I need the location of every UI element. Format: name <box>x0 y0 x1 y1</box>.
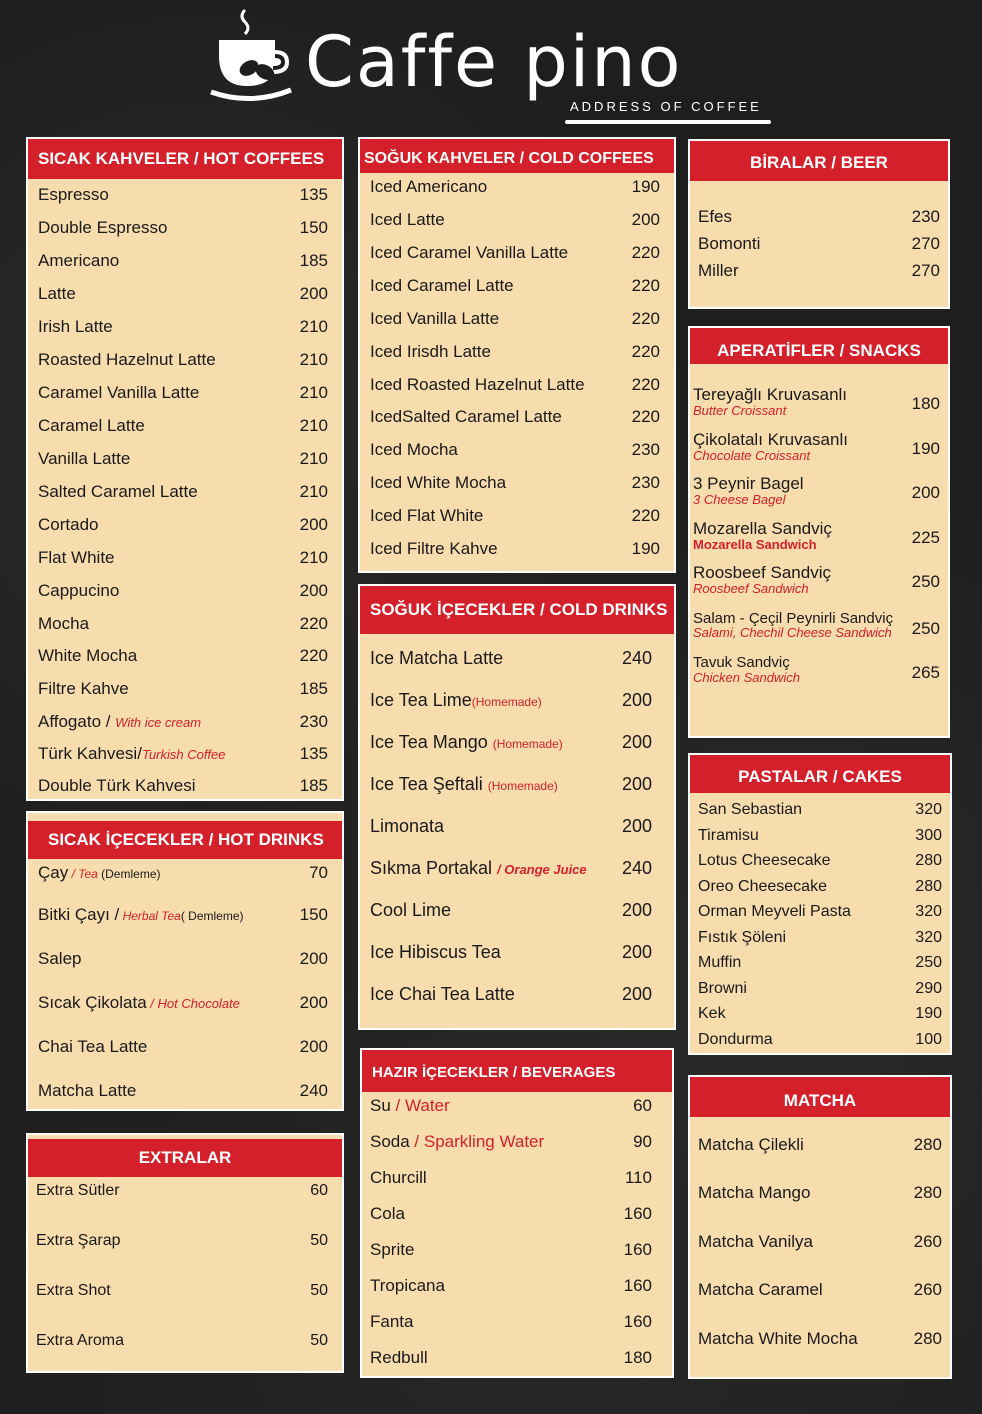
item-price: 135 <box>299 744 328 763</box>
item-price: 200 <box>299 1037 328 1056</box>
item-price: 180 <box>623 1348 652 1367</box>
item-name: Extra Şarap <box>36 1232 121 1249</box>
item-name: San Sebastian <box>698 801 803 818</box>
item-name: Ice Tea Mango (Homemade) <box>370 732 563 752</box>
item-name: Double Espresso <box>38 218 168 237</box>
item-name: Iced Roasted Hazelnut Latte <box>370 375 585 394</box>
brand-title: Caffe pino <box>305 21 683 103</box>
item-name: Salep <box>38 949 82 968</box>
item-price: 50 <box>310 1332 328 1349</box>
item-name: Kek <box>698 1005 726 1022</box>
item-name: Extra Shot <box>36 1282 111 1299</box>
item-name: Sprite <box>370 1240 415 1259</box>
item-name: Efes <box>698 207 733 226</box>
item-name: Fanta <box>370 1312 414 1331</box>
item-name: Cortado <box>38 515 99 534</box>
item-price: 260 <box>913 1280 942 1299</box>
item-price: 270 <box>911 234 940 253</box>
item-name: Lotus Cheesecake <box>698 852 831 869</box>
item-price: 220 <box>631 375 660 394</box>
item-name: Bomonti <box>698 234 761 253</box>
brand-logo <box>205 6 785 130</box>
item-price: 220 <box>299 646 328 665</box>
item-name: Çikolatalı Kruvasanlı <box>693 430 848 449</box>
item-price: 210 <box>299 317 328 336</box>
item-name: Oreo Cheesecake <box>698 878 827 895</box>
item-name: 3 Peynir Bagel <box>693 474 804 493</box>
item-price: 60 <box>310 1182 328 1199</box>
item-name: Sıcak Çikolata / Hot Chocolate <box>38 993 240 1012</box>
item-price: 220 <box>299 614 328 633</box>
item-price: 210 <box>299 350 328 369</box>
hot-coffees-panel <box>26 137 344 801</box>
item-name: Fıstık Şöleni <box>698 929 787 946</box>
item-price: 190 <box>631 177 660 196</box>
hot-coffees-title: SICAK KAHVELER / HOT COFFEES <box>28 139 342 179</box>
item-name: Affogato / With ice cream <box>38 712 202 731</box>
item-name: Mozarella Sandviç <box>693 519 832 538</box>
item-name: Irish Latte <box>38 317 113 336</box>
item-name: Iced Caramel Latte <box>370 276 514 295</box>
item-price: 190 <box>915 1005 942 1022</box>
item-name: Çay / Tea (Demleme) <box>38 863 161 882</box>
item-price: 200 <box>299 949 328 968</box>
item-name: Chai Tea Latte <box>38 1037 148 1056</box>
item-name: Espresso <box>38 185 109 204</box>
item-name: Iced Mocha <box>370 440 458 459</box>
item-price: 70 <box>309 863 328 882</box>
item-price: 200 <box>621 732 652 752</box>
item-price: 135 <box>299 185 328 204</box>
item-price: 200 <box>631 210 660 229</box>
item-price: 290 <box>915 980 942 997</box>
brand-subtitle: ADDRESS OF COFFEE <box>570 99 762 114</box>
item-name: Muffin <box>698 954 742 971</box>
item-price: 280 <box>915 878 942 895</box>
item-price: 160 <box>623 1240 652 1259</box>
item-price: 230 <box>911 207 940 226</box>
item-name: Matcha Çilekli <box>698 1135 804 1154</box>
item-price: 220 <box>631 309 660 328</box>
item-price: 210 <box>299 548 328 567</box>
item-name: Su / Water <box>370 1096 450 1115</box>
item-name: Extra Aroma <box>36 1332 125 1349</box>
item-name: Bitki Çayı / Herbal Tea( Demleme) <box>38 905 244 924</box>
item-price: 90 <box>633 1132 652 1151</box>
item-price: 200 <box>299 993 328 1012</box>
item-price: 110 <box>624 1168 652 1187</box>
item-name: Iced Flat White <box>370 506 484 525</box>
item-name: Miller <box>698 261 739 280</box>
item-name: Double Türk Kahvesi <box>38 776 196 795</box>
item-price: 320 <box>915 801 942 818</box>
item-name: Salam - Çeçil Peynirli Sandviç <box>693 610 894 627</box>
item-name: Matcha White Mocha <box>698 1329 858 1348</box>
item-price: 300 <box>915 827 942 844</box>
beverages-panel <box>360 1048 674 1378</box>
item-price: 185 <box>299 679 328 698</box>
item-price: 250 <box>911 619 940 638</box>
item-price: 150 <box>299 905 328 924</box>
item-price: 200 <box>621 900 652 920</box>
item-price: 200 <box>299 515 328 534</box>
extras-title: EXTRALAR <box>28 1139 342 1177</box>
item-price: 210 <box>299 449 328 468</box>
item-price: 190 <box>911 439 940 458</box>
item-price: 160 <box>623 1204 652 1223</box>
item-name: Ice Hibiscus Tea <box>370 942 501 962</box>
item-name: Extra Sütler <box>36 1182 120 1199</box>
item-name: Ice Chai Tea Latte <box>370 984 515 1004</box>
item-name: Cola <box>370 1204 405 1223</box>
item-price: 200 <box>621 942 652 962</box>
item-price: 100 <box>915 1031 942 1048</box>
item-price: 225 <box>911 528 940 547</box>
item-name-en: Butter Croissant <box>693 403 787 418</box>
item-price: 200 <box>299 284 328 303</box>
item-name: Iced Vanilla Latte <box>370 309 500 328</box>
item-price: 50 <box>310 1282 328 1299</box>
menu-item <box>693 386 940 418</box>
item-price: 200 <box>299 581 328 600</box>
matcha-panel <box>688 1075 952 1379</box>
cold-drinks-title: SOĞUK İÇECEKLER / COLD DRINKS <box>360 586 674 634</box>
item-name: Tereyağlı Kruvasanlı <box>693 385 848 404</box>
item-price: 210 <box>299 383 328 402</box>
item-name-en: Roosbeef Sandwich <box>693 581 809 596</box>
item-price: 220 <box>631 243 660 262</box>
cakes-panel <box>688 753 952 1055</box>
item-price: 265 <box>911 663 940 682</box>
item-name: Iced Irisdh Latte <box>370 342 491 361</box>
item-name: Soda / Sparkling Water <box>370 1132 545 1151</box>
item-price: 280 <box>913 1183 942 1202</box>
item-name: Mocha <box>38 614 90 633</box>
item-name: Vanilla Latte <box>38 449 131 468</box>
item-name: Caramel Vanilla Latte <box>38 383 200 402</box>
item-price: 50 <box>310 1232 328 1249</box>
item-price: 200 <box>621 984 652 1004</box>
cold-coffees-title: SOĞUK KAHVELER / COLD COFFEES <box>360 139 674 173</box>
item-name: Iced Caramel Vanilla Latte <box>370 243 569 262</box>
item-name-en: Mozarella Sandwich <box>693 537 817 552</box>
item-price: 185 <box>299 776 328 795</box>
item-name: Iced White Mocha <box>370 473 507 492</box>
item-name: Tavuk Sandviç <box>693 654 790 671</box>
item-price: 240 <box>621 648 652 668</box>
snacks-panel <box>688 326 950 738</box>
item-name: Filtre Kahve <box>38 679 129 698</box>
item-price: 150 <box>299 218 328 237</box>
item-price: 320 <box>915 903 942 920</box>
item-name: Ice Tea Lime(Homemade) <box>370 690 542 710</box>
item-price: 190 <box>631 539 660 558</box>
menu-item <box>693 475 940 507</box>
item-price: 220 <box>631 342 660 361</box>
item-price: 220 <box>631 506 660 525</box>
coffee-cup-icon <box>205 6 297 102</box>
snacks-title: APERATİFLER / SNACKS <box>690 328 948 364</box>
item-name: Orman Meyveli Pasta <box>698 903 851 920</box>
item-price: 230 <box>299 712 328 731</box>
item-price: 220 <box>631 276 660 295</box>
brand-underline <box>565 120 771 124</box>
item-name: Redbull <box>370 1348 428 1367</box>
hot-drinks-panel <box>26 811 344 1111</box>
item-price: 210 <box>299 482 328 501</box>
item-name: Cappucino <box>38 581 120 600</box>
item-name: Flat White <box>38 548 115 567</box>
item-name: Roasted Hazelnut Latte <box>38 350 216 369</box>
menu-item <box>693 655 940 685</box>
item-price: 280 <box>915 852 942 869</box>
menu-item <box>693 431 940 463</box>
item-price: 220 <box>631 407 660 426</box>
item-name: Latte <box>38 284 76 303</box>
item-name: Dondurma <box>698 1031 773 1048</box>
item-price: 200 <box>621 774 652 794</box>
item-price: 200 <box>911 483 940 502</box>
item-name: Churcill <box>370 1168 427 1187</box>
cakes-title: PASTALAR / CAKES <box>690 755 950 793</box>
cold-drinks-panel <box>358 584 676 1030</box>
item-name: Matcha Caramel <box>698 1280 823 1299</box>
item-price: 160 <box>623 1312 652 1331</box>
beer-panel <box>688 139 950 309</box>
cold-coffees-panel <box>358 137 676 573</box>
menu-item <box>693 520 940 552</box>
item-price: 270 <box>911 261 940 280</box>
menu-item <box>693 611 940 640</box>
item-name: Ice Matcha Latte <box>370 648 504 668</box>
item-price: 60 <box>633 1096 652 1115</box>
item-name: Tiramisu <box>698 827 759 844</box>
item-name: Roosbeef Sandviç <box>693 563 831 582</box>
menu-item <box>693 564 940 596</box>
item-name: Limonata <box>370 816 445 836</box>
item-name: IcedSalted Caramel Latte <box>370 407 562 426</box>
item-name: Caramel Latte <box>38 416 145 435</box>
item-name: Tropicana <box>370 1276 445 1295</box>
item-price: 200 <box>621 690 652 710</box>
item-price: 320 <box>915 929 942 946</box>
item-name: Türk Kahvesi/Turkish Coffee <box>38 744 226 763</box>
item-price: 185 <box>299 251 328 270</box>
item-name-en: Salami, Chechil Cheese Sandwich <box>693 625 892 640</box>
item-name: Matcha Mango <box>698 1183 811 1202</box>
item-name-en: 3 Cheese Bagel <box>693 492 786 507</box>
item-price: 240 <box>621 858 652 878</box>
item-price: 250 <box>911 572 940 591</box>
beverages-title: HAZIR İÇECEKLER / BEVERAGES <box>362 1050 672 1092</box>
item-name: White Mocha <box>38 646 138 665</box>
item-price: 260 <box>913 1232 942 1251</box>
item-price: 180 <box>911 394 940 413</box>
item-price: 250 <box>915 954 942 971</box>
item-price: 280 <box>913 1135 942 1154</box>
item-price: 230 <box>631 473 660 492</box>
item-name: Iced Latte <box>370 210 445 229</box>
hot-drinks-title: SICAK İÇECEKLER / HOT DRINKS <box>28 821 342 859</box>
item-name: Sıkma Portakal / Orange Juice <box>370 858 587 878</box>
item-name: Iced Americano <box>370 177 488 196</box>
item-price: 280 <box>913 1329 942 1348</box>
item-name: Browni <box>698 980 747 997</box>
item-name: Matcha Vanilya <box>698 1232 813 1251</box>
beer-title: BİRALAR / BEER <box>690 141 948 181</box>
item-name-en: Chocolate Croissant <box>693 448 811 463</box>
item-price: 230 <box>631 440 660 459</box>
matcha-title: MATCHA <box>690 1077 950 1117</box>
item-name: Ice Tea Şeftali (Homemade) <box>370 774 558 794</box>
item-name: Salted Caramel Latte <box>38 482 198 501</box>
item-name-en: Chicken Sandwich <box>693 670 800 685</box>
extras-panel <box>26 1133 344 1373</box>
item-price: 200 <box>621 816 652 836</box>
item-price: 240 <box>299 1081 328 1100</box>
item-name: Americano <box>38 251 120 270</box>
item-name: Cool Lime <box>370 900 452 920</box>
item-name: Matcha Latte <box>38 1081 137 1100</box>
item-price: 160 <box>623 1276 652 1295</box>
item-price: 210 <box>299 416 328 435</box>
item-name: Iced Filtre Kahve <box>370 539 498 558</box>
